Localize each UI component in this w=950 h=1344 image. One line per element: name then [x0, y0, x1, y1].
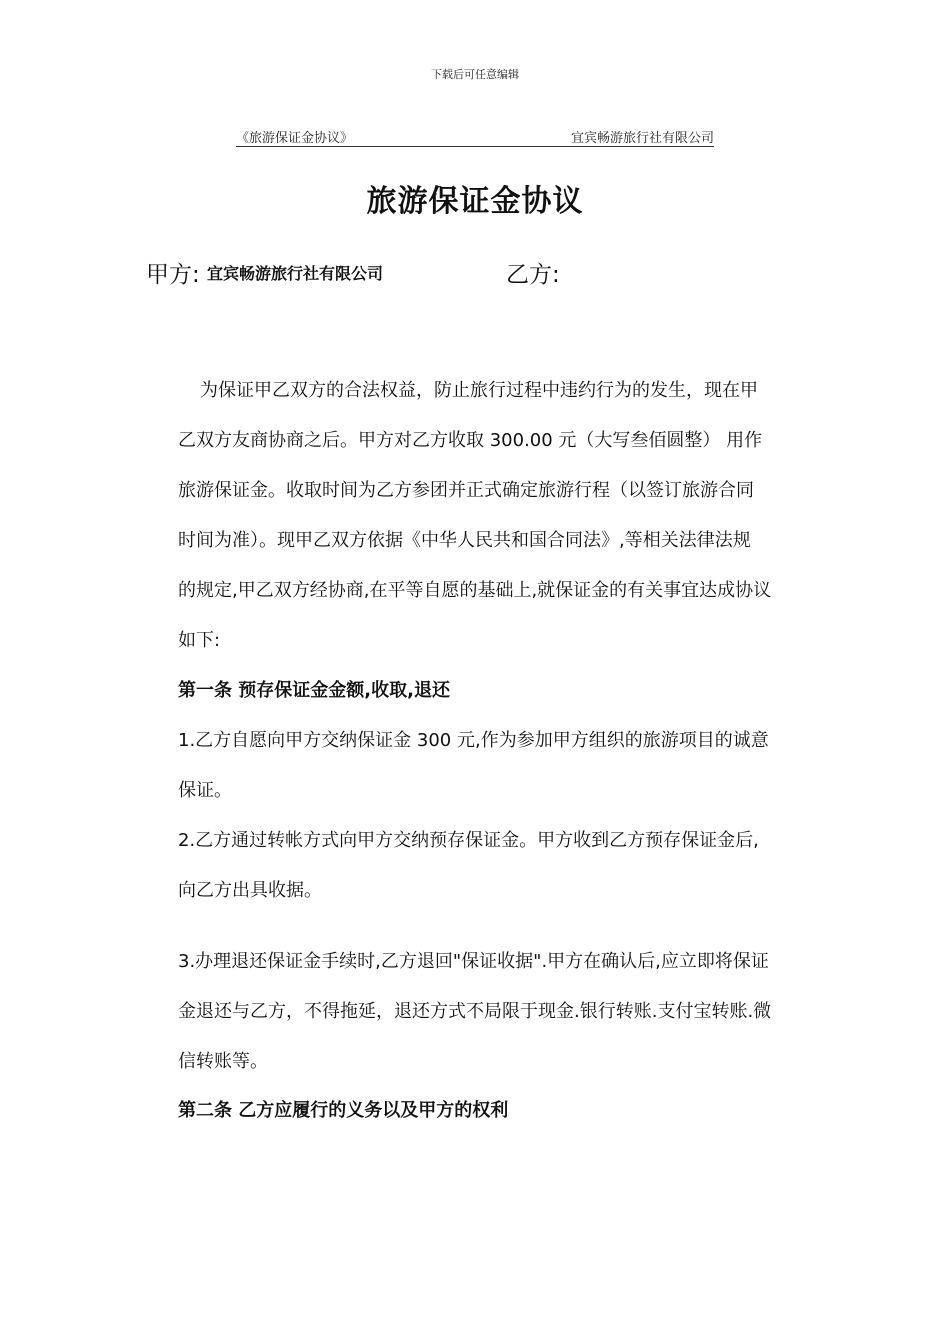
party-b-label: 乙方: [506, 262, 560, 288]
clause-2-line: 向乙方出具收据。 [178, 880, 322, 901]
article-1 [178, 666, 818, 916]
article-1-heading: 第一条 预存保证金金额,收取,退还 [178, 680, 450, 701]
clause-2-line: 2.乙方通过转帐方式向甲方交纳预存保证金。甲方收到乙方预存保证金后, [178, 830, 759, 851]
header-document-name: 《旅游保证金协议》 [236, 131, 354, 146]
party-a-name: 宜宾畅游旅行社有限公司 [207, 264, 384, 283]
paragraph-line: 旅游保证金。收取时间为乙方参团并正式确定旅游行程（以签订旅游合同 [178, 480, 754, 501]
intro-paragraph [178, 366, 818, 666]
paragraph-line: 为保证甲乙双方的合法权益，防止旅行过程中违约行为的发生，现在甲 [200, 380, 758, 401]
party-a-label: 甲方: [146, 262, 200, 288]
article-2-heading: 第二条 乙方应履行的义务以及甲方的权利 [178, 1100, 509, 1121]
paragraph-line: 的规定,甲乙双方经协商,在平等自愿的基础上,就保证金的有关事宜达成协议 [178, 580, 772, 601]
clause-1-line: 1.乙方自愿向甲方交纳保证金 300 元,作为参加甲方组织的旅游项目的诚意 [178, 730, 769, 751]
paragraph-line: 如下: [178, 630, 221, 651]
top-note: 下载后可任意编辑 [431, 68, 519, 81]
clause-1-line: 保证。 [178, 780, 232, 801]
clause-3 [178, 937, 818, 1087]
clause-3-line: 金退还与乙方，不得拖延，退还方式不局限于现金.银行转账.支付宝转账.微 [178, 1001, 772, 1022]
header-company-name: 宜宾畅游旅行社有限公司 [570, 131, 714, 146]
paragraph-line: 乙双方友商协商之后。甲方对乙方收取 300.00 元（大写叁佰圆整） 用作 [178, 430, 763, 451]
clause-3-line: 信转账等。 [178, 1051, 268, 1072]
document-title: 旅游保证金协议 [366, 184, 584, 219]
clause-3-line: 3.办理退还保证金手续时,乙方退回"保证收据".甲方在确认后,应立即将保证 [178, 951, 769, 972]
paragraph-line: 时间为准）。现甲乙双方依据《中华人民共和国合同法》,等相关法律法规 [178, 530, 751, 551]
running-header [236, 127, 714, 147]
